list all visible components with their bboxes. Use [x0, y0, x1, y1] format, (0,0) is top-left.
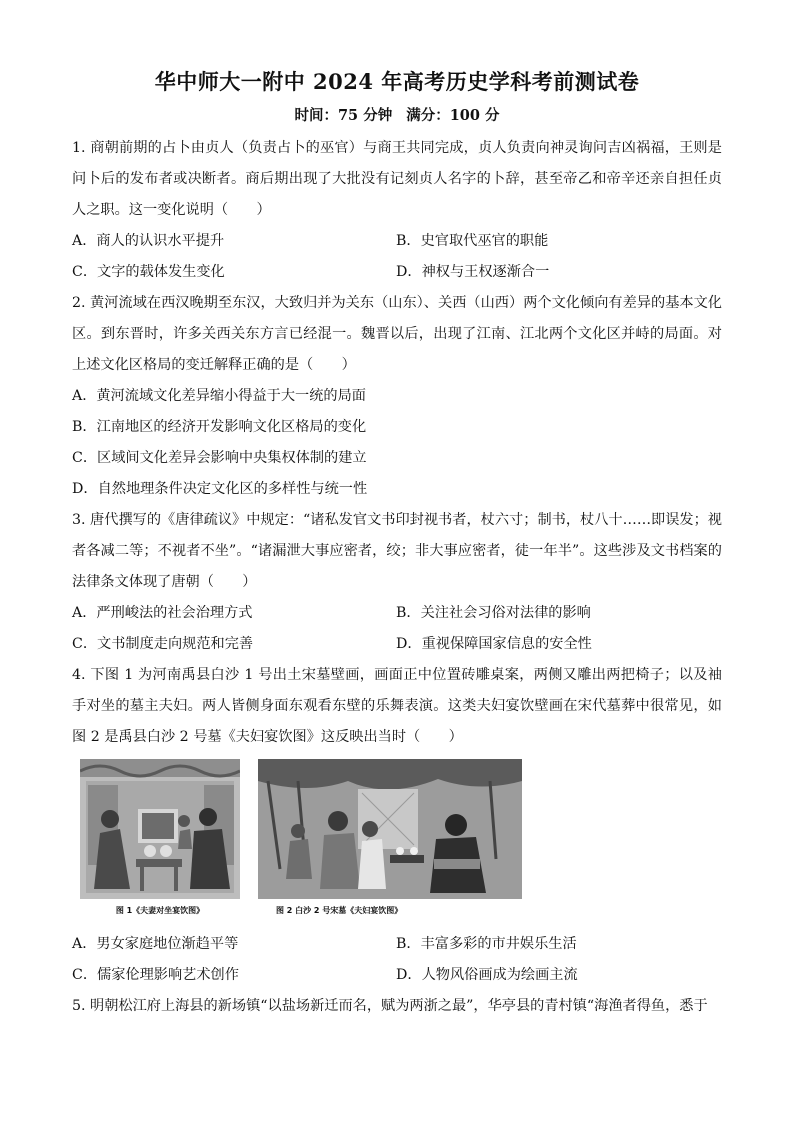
question-4-option-c[interactable]: C．儒家伦理影响艺术创作	[72, 967, 239, 983]
question-4-options	[72, 929, 722, 991]
question-3-text: 3. 唐代撰写的《唐律疏议》中规定：“诸私发官文书印封视书者，杖六寸；制书，杖八十……即误发；视者各减二等；不视者不坐”。“诸漏泄大事应密者，绞；非大事应密者，徒一年半”。这些涉及文书档案的法律条文体现了唐朝（ ）	[72, 512, 722, 590]
question-2-option-c[interactable]: C．区域间文化差异会影响中央集权体制的建立	[72, 450, 367, 466]
figure-1	[80, 759, 240, 917]
question-2-text: 2. 黄河流域在西汉晚期至东汉，大致归并为关东（山东）、关西（山西）两个文化倾向有差异的基本文化区。到东晋时，许多关西关东方言已经混一。魏晋以后，出现了江南、江北两个文化区并峙的局面。对上述文化区格局的变迁解释正确的是（ ）	[72, 295, 722, 373]
question-1-option-b[interactable]: B．史官取代巫官的职能	[396, 233, 549, 249]
question-4-text: 4. 下图 1 为河南禹县白沙 1 号出土宋墓壁画，画面正中位置砖雕桌案，两侧又雕出两把椅子；以及袖手对坐的墓主夫妇。两人皆侧身面东观看东壁的乐舞表演。这类夫妇宴饮壁画在宋代墓葬中很常见，如图 2 是禹县白沙 2 号墓《夫妇宴饮图》这反映出当时（ ）	[72, 667, 722, 745]
exam-time: 时间：75 分钟	[294, 107, 393, 124]
question-1-text: 1. 商朝前期的占卜由贞人（负责占卜的巫官）与商王共同完成，贞人负责向神灵询问吉凶祸福，王则是问卜后的发布者或决断者。商后期出现了大批没有记刻贞人名字的卜辞，甚至帝乙和帝辛还亲自担任贞人之职。这一变化说明（ ）	[72, 140, 722, 218]
question-4-option-b[interactable]: B．丰富多彩的市井娱乐生活	[396, 936, 577, 952]
question-2-option-a[interactable]: A．黄河流域文化差异缩小得益于大一统的局面	[72, 388, 366, 404]
question-2-option-d[interactable]: D．自然地理条件决定文化区的多样性与统一性	[72, 481, 368, 497]
figure-2	[258, 759, 522, 917]
question-3-option-a[interactable]: A．严刑峻法的社会治理方式	[72, 605, 253, 621]
question-1-option-d[interactable]: D．神权与王权逐渐合一	[396, 264, 550, 280]
mural-image-2	[258, 759, 522, 899]
question-4-option-d[interactable]: D．人物风俗画成为绘画主流	[396, 967, 578, 983]
page-title: 华中师大一附中 2024 年高考历史学科考前测试卷	[154, 69, 640, 94]
question-3-options	[72, 598, 722, 660]
question-4-figures	[72, 759, 722, 927]
exam-score: 满分：100 分	[406, 107, 500, 124]
figure-1-caption: 图 1《夫妻对坐宴饮图》	[115, 906, 205, 915]
question-3-option-c[interactable]: C．文书制度走向规范和完善	[72, 636, 254, 652]
exam-info	[0, 104, 794, 125]
question-3-option-d[interactable]: D．重视保障国家信息的安全性	[396, 636, 592, 652]
figure-2-caption: 图 2 白沙 2 号宋墓《夫妇宴饮图》	[276, 906, 403, 915]
question-1-options	[72, 226, 722, 288]
question-4-option-a[interactable]: A．男女家庭地位渐趋平等	[72, 936, 239, 952]
question-1-option-a[interactable]: A．商人的认识水平提升	[72, 233, 225, 249]
mural-image-1	[80, 759, 240, 899]
question-list	[72, 133, 722, 1022]
question-2-options	[72, 381, 722, 505]
question-5-text: 5. 明朝松江府上海县的新场镇“以盐场新迁而名，赋为两浙之最”，华亭县的青村镇“海渔者得鱼，悉于	[72, 998, 708, 1014]
question-2-option-b[interactable]: B．江南地区的经济开发影响文化区格局的变化	[72, 419, 367, 435]
question-3-option-b[interactable]: B．关注社会习俗对法律的影响	[396, 605, 591, 621]
question-1-option-c[interactable]: C．文字的载体发生变化	[72, 264, 225, 280]
